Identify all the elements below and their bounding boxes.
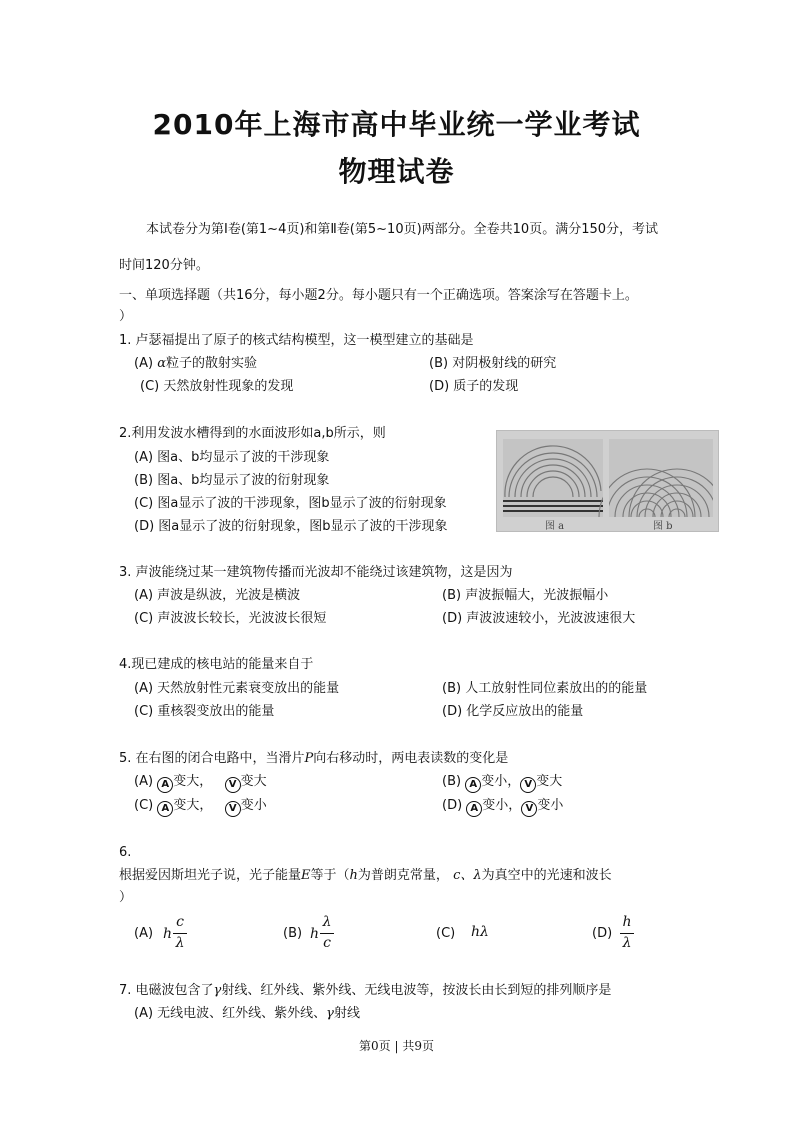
question-6-option-a-label: (A) <box>134 926 154 941</box>
question-6-option-b-label: (B) <box>283 926 303 941</box>
question-5-option-d: (D) A 变小， V 变小 <box>442 797 563 817</box>
question-5-stem: 5. 在右图的闭合电路中，当滑片P向右移动时，两电表读数的变化是 <box>119 751 509 766</box>
question-2-option-b: (B) 图a、b均显示了波的衍射现象 <box>134 473 330 488</box>
question-6-option-d-fraction: h λ <box>620 926 634 944</box>
question-5-option-a: (A) A 变大， V 变大 <box>134 773 267 793</box>
section-heading-cont: ） <box>119 309 133 324</box>
question-7-stem: 7. 电磁波包含了γ射线、红外线、紫外线、无线电波等，按波长由长到短的排列顺序是 <box>119 983 612 998</box>
question-2-option-a: (A) 图a、b均显示了波的干涉现象 <box>134 450 330 465</box>
question-1-option-a: (A) α粒子的散射实验 <box>134 356 257 371</box>
question-6-stem-close: ） <box>119 890 133 905</box>
ammeter-icon: A <box>465 777 481 793</box>
voltmeter-icon: V <box>225 801 241 817</box>
question-2-stem: 2.利用发波水槽得到的水面波形如a,b所示，则 <box>119 426 386 441</box>
question-4-option-d: (D) 化学反应放出的能量 <box>442 704 584 719</box>
question-6-option-c-expr: hλ <box>471 924 489 940</box>
question-6-option-a-h: h <box>163 926 173 942</box>
question-5-option-c: (C) A 变大， V 变小 <box>134 797 267 817</box>
figure-a-label: 图 a <box>545 521 565 532</box>
question-6-number: 6. <box>119 845 132 860</box>
question-5-option-b: (B) A 变小， V 变大 <box>442 773 562 793</box>
ammeter-icon: A <box>466 801 482 817</box>
question-6-option-b-h: h <box>310 926 320 942</box>
question-4-option-c: (C) 重核裂变放出的能量 <box>134 704 275 719</box>
question-3-option-a: (A) 声波是纵波，光波是横波 <box>134 588 301 603</box>
ammeter-icon: A <box>157 777 173 793</box>
wave-figure-image <box>497 431 718 531</box>
voltmeter-icon: V <box>520 777 536 793</box>
question-6-stem: 根据爱因斯坦光子说，光子能量E等于（h为普朗克常量， c、λ为真空中的光速和波长 <box>119 868 612 883</box>
exam-title: 2010年上海市高中毕业统一学业考试 <box>152 108 641 141</box>
page-footer: 第0页 | 共9页 <box>359 1039 434 1053</box>
question-6-option-c-label: (C) <box>436 926 456 941</box>
question-3-stem: 3. 声波能绕过某一建筑物传播而光波却不能绕过该建筑物，这是因为 <box>119 565 513 580</box>
question-4-option-a: (A) 天然放射性元素衰变放出的能量 <box>134 681 340 696</box>
question-6-option-d-label: (D) <box>592 926 613 941</box>
intro-line-1: 本试卷分为第Ⅰ卷(第1~4页)和第Ⅱ卷(第5~10页)两部分。全卷共10页。满分150分，考试 <box>146 222 659 237</box>
intro-line-2: 时间120分钟。 <box>119 258 209 273</box>
voltmeter-icon: V <box>521 801 537 817</box>
question-2-option-d: (D) 图a显示了波的衍射现象，图b显示了波的干涉现象 <box>134 519 448 534</box>
exam-subtitle: 物理试卷 <box>338 155 455 188</box>
question-1-option-b: (B) 对阴极射线的研究 <box>429 356 557 371</box>
question-3-option-d: (D) 声波波速较小，光波波速很大 <box>442 611 636 626</box>
question-2-option-c: (C) 图a显示了波的干涉现象，图b显示了波的衍射现象 <box>134 496 447 511</box>
question-6-option-a-fraction: c λ <box>173 926 187 944</box>
ammeter-icon: A <box>157 801 173 817</box>
question-7-option-a: (A) 无线电波、红外线、紫外线、γ射线 <box>134 1006 360 1021</box>
question-1-option-d: (D) 质子的发现 <box>429 379 519 394</box>
section-heading: 一、单项选择题（共16分，每小题2分。每小题只有一个正确选项。答案涂写在答题卡上。 <box>119 288 638 303</box>
question-3-option-c: (C) 声波波长较长，光波波长很短 <box>134 611 327 626</box>
question-3-option-b: (B) 声波振幅大，光波振幅小 <box>442 588 609 603</box>
figure-b-label: 图 b <box>653 521 673 532</box>
wave-figure <box>496 430 719 532</box>
voltmeter-icon: V <box>225 777 241 793</box>
question-1-stem: 1. 卢瑟福提出了原子的核式结构模型，这一模型建立的基础是 <box>119 333 474 348</box>
question-1-option-c: (C) 天然放射性现象的发现 <box>140 379 294 394</box>
question-6-option-b-fraction: λ c <box>320 926 334 944</box>
question-4-option-b: (B) 人工放射性同位素放出的的能量 <box>442 681 648 696</box>
question-4-stem: 4.现已建成的核电站的能量来自于 <box>119 657 314 672</box>
